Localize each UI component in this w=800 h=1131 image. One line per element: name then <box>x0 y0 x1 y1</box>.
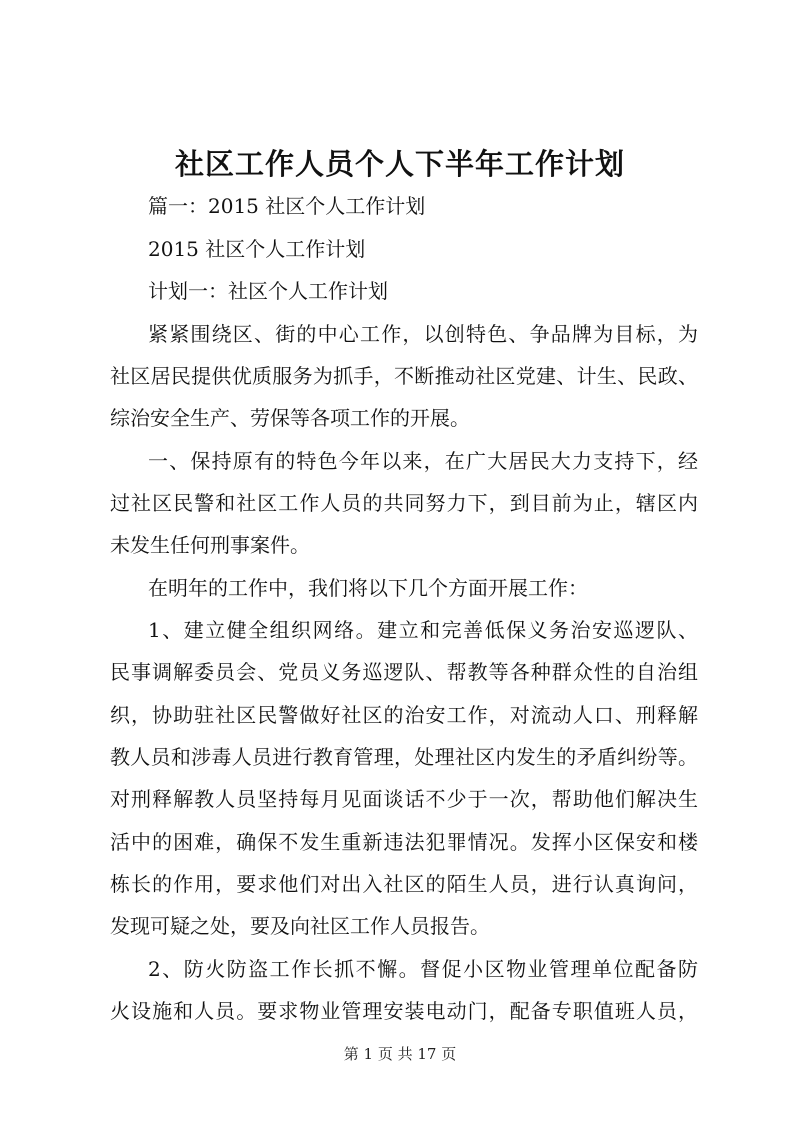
paragraph-line: 综治安全生产、劳保等各项工作的开展。 <box>110 406 470 430</box>
paragraph-line: 教人员和涉毒人员进行教育管理，处理社区内发生的矛盾纠纷等。 <box>110 745 698 769</box>
paragraph-line: 社区居民提供优质服务为抓手，不断推动社区党建、计生、民政、 <box>110 364 698 388</box>
paragraph-line: 活中的困难，确保不发生重新违法犯罪情况。发挥小区保安和楼 <box>110 830 698 854</box>
paragraph-line: 对刑释解教人员坚持每月见面谈话不少于一次，帮助他们解决生 <box>110 787 698 811</box>
paragraph-line: 未发生任何刑事案件。 <box>110 533 310 557</box>
paragraph-line: 火设施和人员。要求物业管理安装电动门，配备专职值班人员， <box>110 999 698 1023</box>
paragraph-line: 一、保持原有的特色今年以来，在广大居民大力支持下，经 <box>148 449 698 473</box>
paragraph-line: 2、防火防盗工作长抓不懈。督促小区物业管理单位配备防 <box>148 957 698 981</box>
paragraph-line: 民事调解委员会、党员义务巡逻队、帮教等各种群众性的自治组 <box>110 660 698 684</box>
paragraph-line: 织，协助驻社区民警做好社区的治安工作，对流动人口、刑释解 <box>110 703 698 727</box>
paragraph-line: 栋长的作用，要求他们对出入社区的陌生人员，进行认真询问， <box>110 872 698 896</box>
paragraph-line: 过社区民警和社区工作人员的共同努力下，到目前为止，辖区内 <box>110 491 698 515</box>
section-heading: 篇一：2015 社区个人工作计划 <box>148 194 426 218</box>
page-number: 第 1 页 共 17 页 <box>343 1045 457 1063</box>
paragraph-line: 紧紧围绕区、街的中心工作，以创特色、争品牌为目标，为 <box>148 322 698 346</box>
paragraph-line: 在明年的工作中，我们将以下几个方面开展工作： <box>148 576 588 600</box>
paragraph-line: 1、建立健全组织网络。建立和完善低保义务治安巡逻队、 <box>148 618 698 642</box>
plan-heading: 计划一：社区个人工作计划 <box>148 279 388 303</box>
page-title: 社区工作人员个人下半年工作计划 <box>174 147 625 181</box>
paragraph-line: 发现可疑之处，要及向社区工作人员报告。 <box>110 914 490 938</box>
subheading: 2015 社区个人工作计划 <box>148 237 366 261</box>
